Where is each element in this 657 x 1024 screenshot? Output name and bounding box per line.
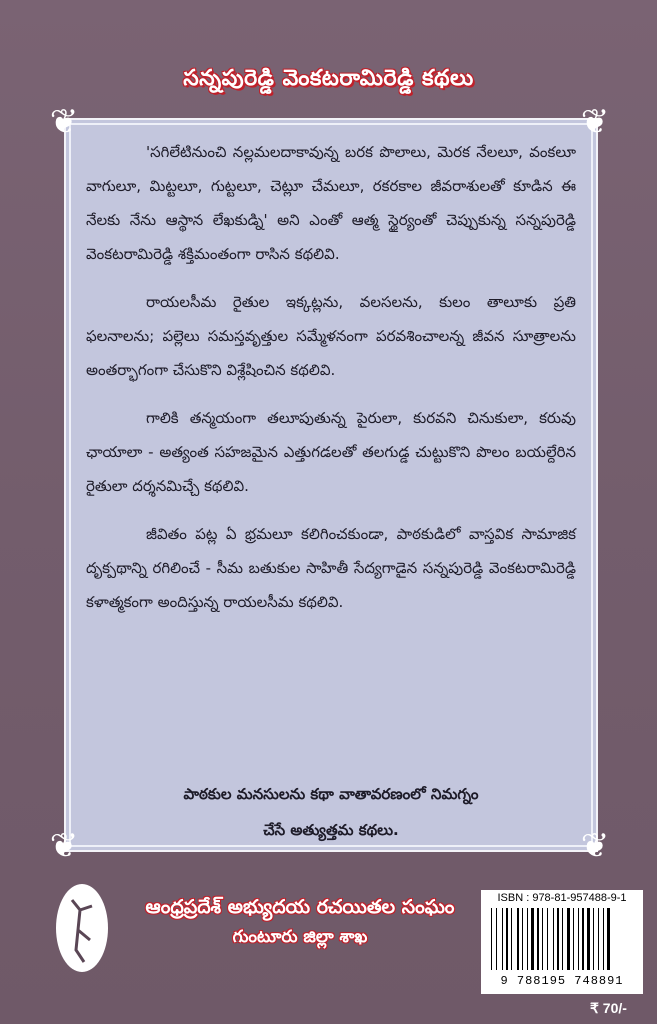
barcode-stripe xyxy=(542,908,543,970)
barcode-stripe xyxy=(573,908,574,970)
barcode-bars xyxy=(489,908,635,970)
closing-tagline xyxy=(86,776,576,848)
price-label: ₹ 70/- xyxy=(590,1000,627,1016)
barcode-stripe xyxy=(567,908,570,970)
flourish-ornament-icon: ❦ xyxy=(580,826,610,866)
barcode-stripe xyxy=(603,908,604,970)
barcode-stripe xyxy=(506,908,508,970)
barcode-stripe xyxy=(496,908,497,970)
blurb-text xyxy=(86,135,576,633)
barcode-stripe xyxy=(527,908,528,970)
publisher-branch: గుంటూరు జిల్లా శాఖ xyxy=(232,927,368,947)
publisher-name: ఆంధ్రప్రదేశ్ అభ్యుదయ రచయితల సంఘం xyxy=(145,896,455,918)
barcode-stripe xyxy=(607,908,610,970)
barcode-stripe xyxy=(553,908,554,970)
closing-line-2: చేసే అత్యుత్తమ కథలు. xyxy=(263,821,399,839)
isbn-label: ISBN : 978-81-957488-9-1 xyxy=(497,892,627,904)
barcode-stripe xyxy=(578,908,579,970)
barcode-stripe xyxy=(517,908,519,970)
publisher-block xyxy=(115,892,485,952)
pen-logo-icon xyxy=(50,880,114,976)
barcode-stripe xyxy=(531,908,534,970)
barcode xyxy=(481,890,643,994)
barcode-stripe xyxy=(582,908,584,970)
barcode-stripe xyxy=(502,908,503,970)
barcode-stripe xyxy=(562,908,563,970)
closing-line-1: పాఠకుల మనసులను కథా వాతావరణంలో నిమగ్నం xyxy=(183,785,479,803)
barcode-stripe xyxy=(537,908,539,970)
barcode-stripe xyxy=(511,908,512,970)
book-title: సన్నపురెడ్డి వెంకటరామిరెడ్డి కథలు xyxy=(183,66,474,91)
blurb-paragraph: 'సగిలేటినుంచి నల్లమలదాకావున్న బరక పొలాలు, మెరక నేలలూ, వంకలూ వాగులూ, మిట్టలూ, గుట్టలూ, చెట్లూ చేమలూ, రకరకాల జీవరాశులతో కూడిన ఈ నేలకు నేను ఆస్థాన లేఖకుడ్ని' అని ఎంతో ఆత్మ స్థైర్యంతో చెప్పుకున్న సన్నపురెడ్డి వెంకటరామిరెడ్డి శక్తిమంతంగా రాసిన కథలివి. xyxy=(86,143,576,263)
barcode-stripe xyxy=(491,908,492,970)
barcode-stripe xyxy=(547,908,548,970)
barcode-number: 9 788195 748891 xyxy=(500,974,624,988)
blurb-paragraph: రాయలసీమ రైతుల ఇక్కట్లను, వలసలను, కులం తాలూకు ప్రతి ఫలనాలను; పల్లెలు సమస్తవృత్తుల సమ్మేళనంగా పరవశించాలన్న జీవన సూత్రాలను అంతర్భాగంగా చేసుకొని విశ్లేషించిన కథలివి. xyxy=(86,293,576,379)
barcode-stripe xyxy=(522,908,523,970)
barcode-stripe xyxy=(557,908,559,970)
barcode-stripe xyxy=(598,908,599,970)
blurb-paragraph: గాలికి తన్మయంగా తలూపుతున్న పైరులా, కురవని చినుకులా, కరువు ఛాయాలా - అత్యంత సహజమైన ఎత్తుగడలతో తలగుడ్డ చుట్టుకొని పొలం బయల్దేరిన రైతులా దర్శనమిచ్చే కథలివి. xyxy=(86,409,576,495)
flourish-ornament-icon: ❦ xyxy=(49,826,79,866)
blurb-paragraph: జీవితం పట్ల ఏ భ్రమలూ కలిగించకుండా, పాఠకుడిలో వాస్తవిక సామాజిక దృక్పథాన్ని రగిలించే - సీమ బతుకుల సాహితీ సేద్యగాడైన సన్నపురెడ్డి వెంకటరామిరెడ్డి కళాత్మకంగా అందిస్తున్న రాయలసీమ కథలివి. xyxy=(86,525,576,611)
barcode-stripe xyxy=(587,908,590,970)
flourish-ornament-icon: ❦ xyxy=(49,102,79,142)
barcode-stripe xyxy=(593,908,594,970)
flourish-ornament-icon: ❦ xyxy=(580,102,610,142)
